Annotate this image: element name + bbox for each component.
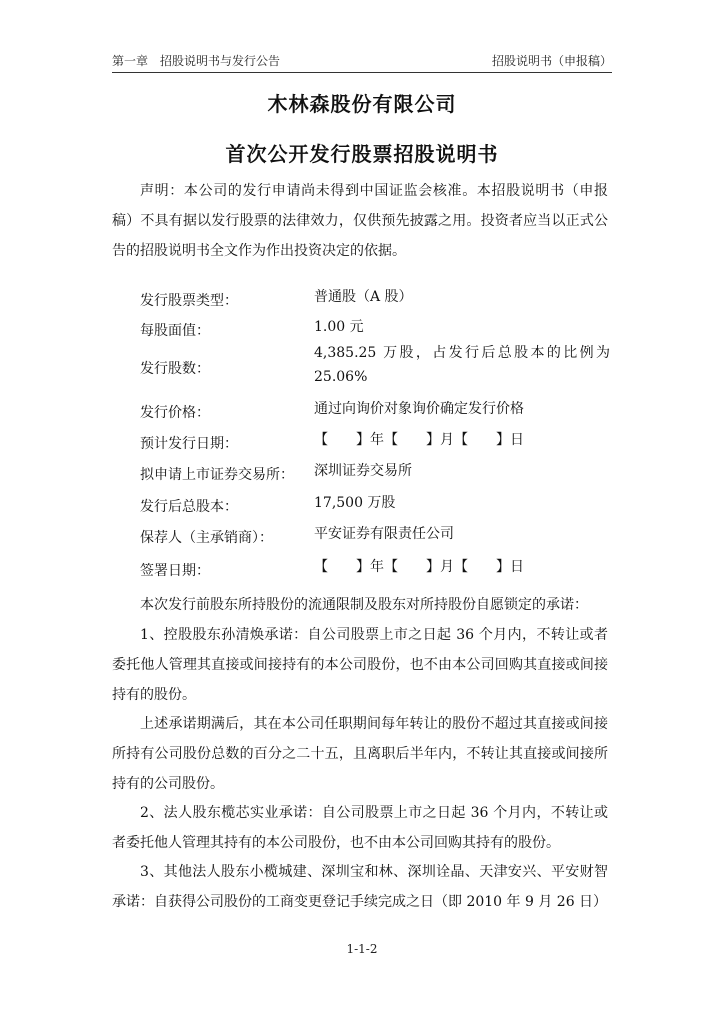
- info-label: 拟申请上市证券交易所：: [140, 467, 294, 483]
- lockup-intro-paragraph: 本次发行前股东所持股份的流通限制及股东对所持股份自愿锁定的承诺：: [140, 597, 588, 613]
- info-label: 保荐人（主承销商）：: [140, 530, 273, 546]
- info-label: 签署日期：: [140, 563, 210, 579]
- info-value: 17,500 万股: [314, 495, 396, 511]
- info-value: 4,385.25 万股，占发行后总股本的比例为 25.06%: [314, 345, 610, 385]
- info-label: 发行后总股本：: [140, 499, 238, 515]
- info-value: 普通股（A 股）: [314, 289, 413, 305]
- info-label: 发行价格：: [140, 405, 210, 421]
- info-label: 每股面值：: [140, 323, 210, 339]
- info-label: 预计发行日期：: [140, 436, 238, 452]
- post-lockup-paragraph: 上述承诺期满后，其在本公司任职期间每年转让的股份不超过其直接或间接所持有公司股份总数的百分之二十五，且离职后半年内，不转让其直接或间接所持有的公司股份。: [112, 716, 608, 792]
- info-value: 平安证券有限责任公司: [314, 526, 454, 542]
- page-header: [112, 50, 612, 73]
- header-doc-type: 招股说明书（申报稿）: [491, 54, 612, 68]
- other-shareholders-paragraph: 3、其他法人股东小榄城建、深圳宝和林、深圳诠晶、天津安兴、平安财智承诺：自获得公司股份的工商变更登记手续完成之日（即 2010 年 9 月 26 日）: [112, 864, 608, 910]
- info-value: 【 】年【 】月【 】日: [314, 559, 524, 575]
- info-value: 【 】年【 】月【 】日: [314, 432, 524, 448]
- document-title: 首次公开发行股票招股说明书: [225, 142, 499, 166]
- statement-paragraph: 声明：本公司的发行申请尚未得到中国证监会核准。本招股说明书（申报稿）不具有据以发行股票的法律效力，仅供预先披露之用。投资者应当以正式公告的招股说明书全文作为作出投资决定的依据。: [112, 183, 608, 259]
- info-label: 发行股票类型：: [140, 293, 238, 309]
- header-chapter: 第一章 招股说明书与发行公告: [112, 54, 281, 68]
- info-value: 1.00 元: [314, 319, 364, 335]
- page-number: 1-1-2: [346, 942, 378, 956]
- info-value: 通过向询价对象询价确定发行价格: [314, 401, 524, 417]
- controller-commitment-paragraph: 1、控股股东孙清焕承诺：自公司股票上市之日起 36 个月内，不转让或者委托他人管理其直接或间接持有的本公司股份，也不由本公司回购其直接或间接持有的股份。: [112, 627, 608, 703]
- info-value: 深圳证券交易所: [314, 463, 412, 479]
- company-name: 木林森股份有限公司: [267, 92, 457, 116]
- corporate-shareholder-paragraph: 2、法人股东榄芯实业承诺：自公司股票上市之日起 36 个月内，不转让或者委托他人管理其持有的本公司股份，也不由本公司回购其持有的股份。: [112, 805, 608, 851]
- info-label: 发行股数：: [140, 361, 210, 377]
